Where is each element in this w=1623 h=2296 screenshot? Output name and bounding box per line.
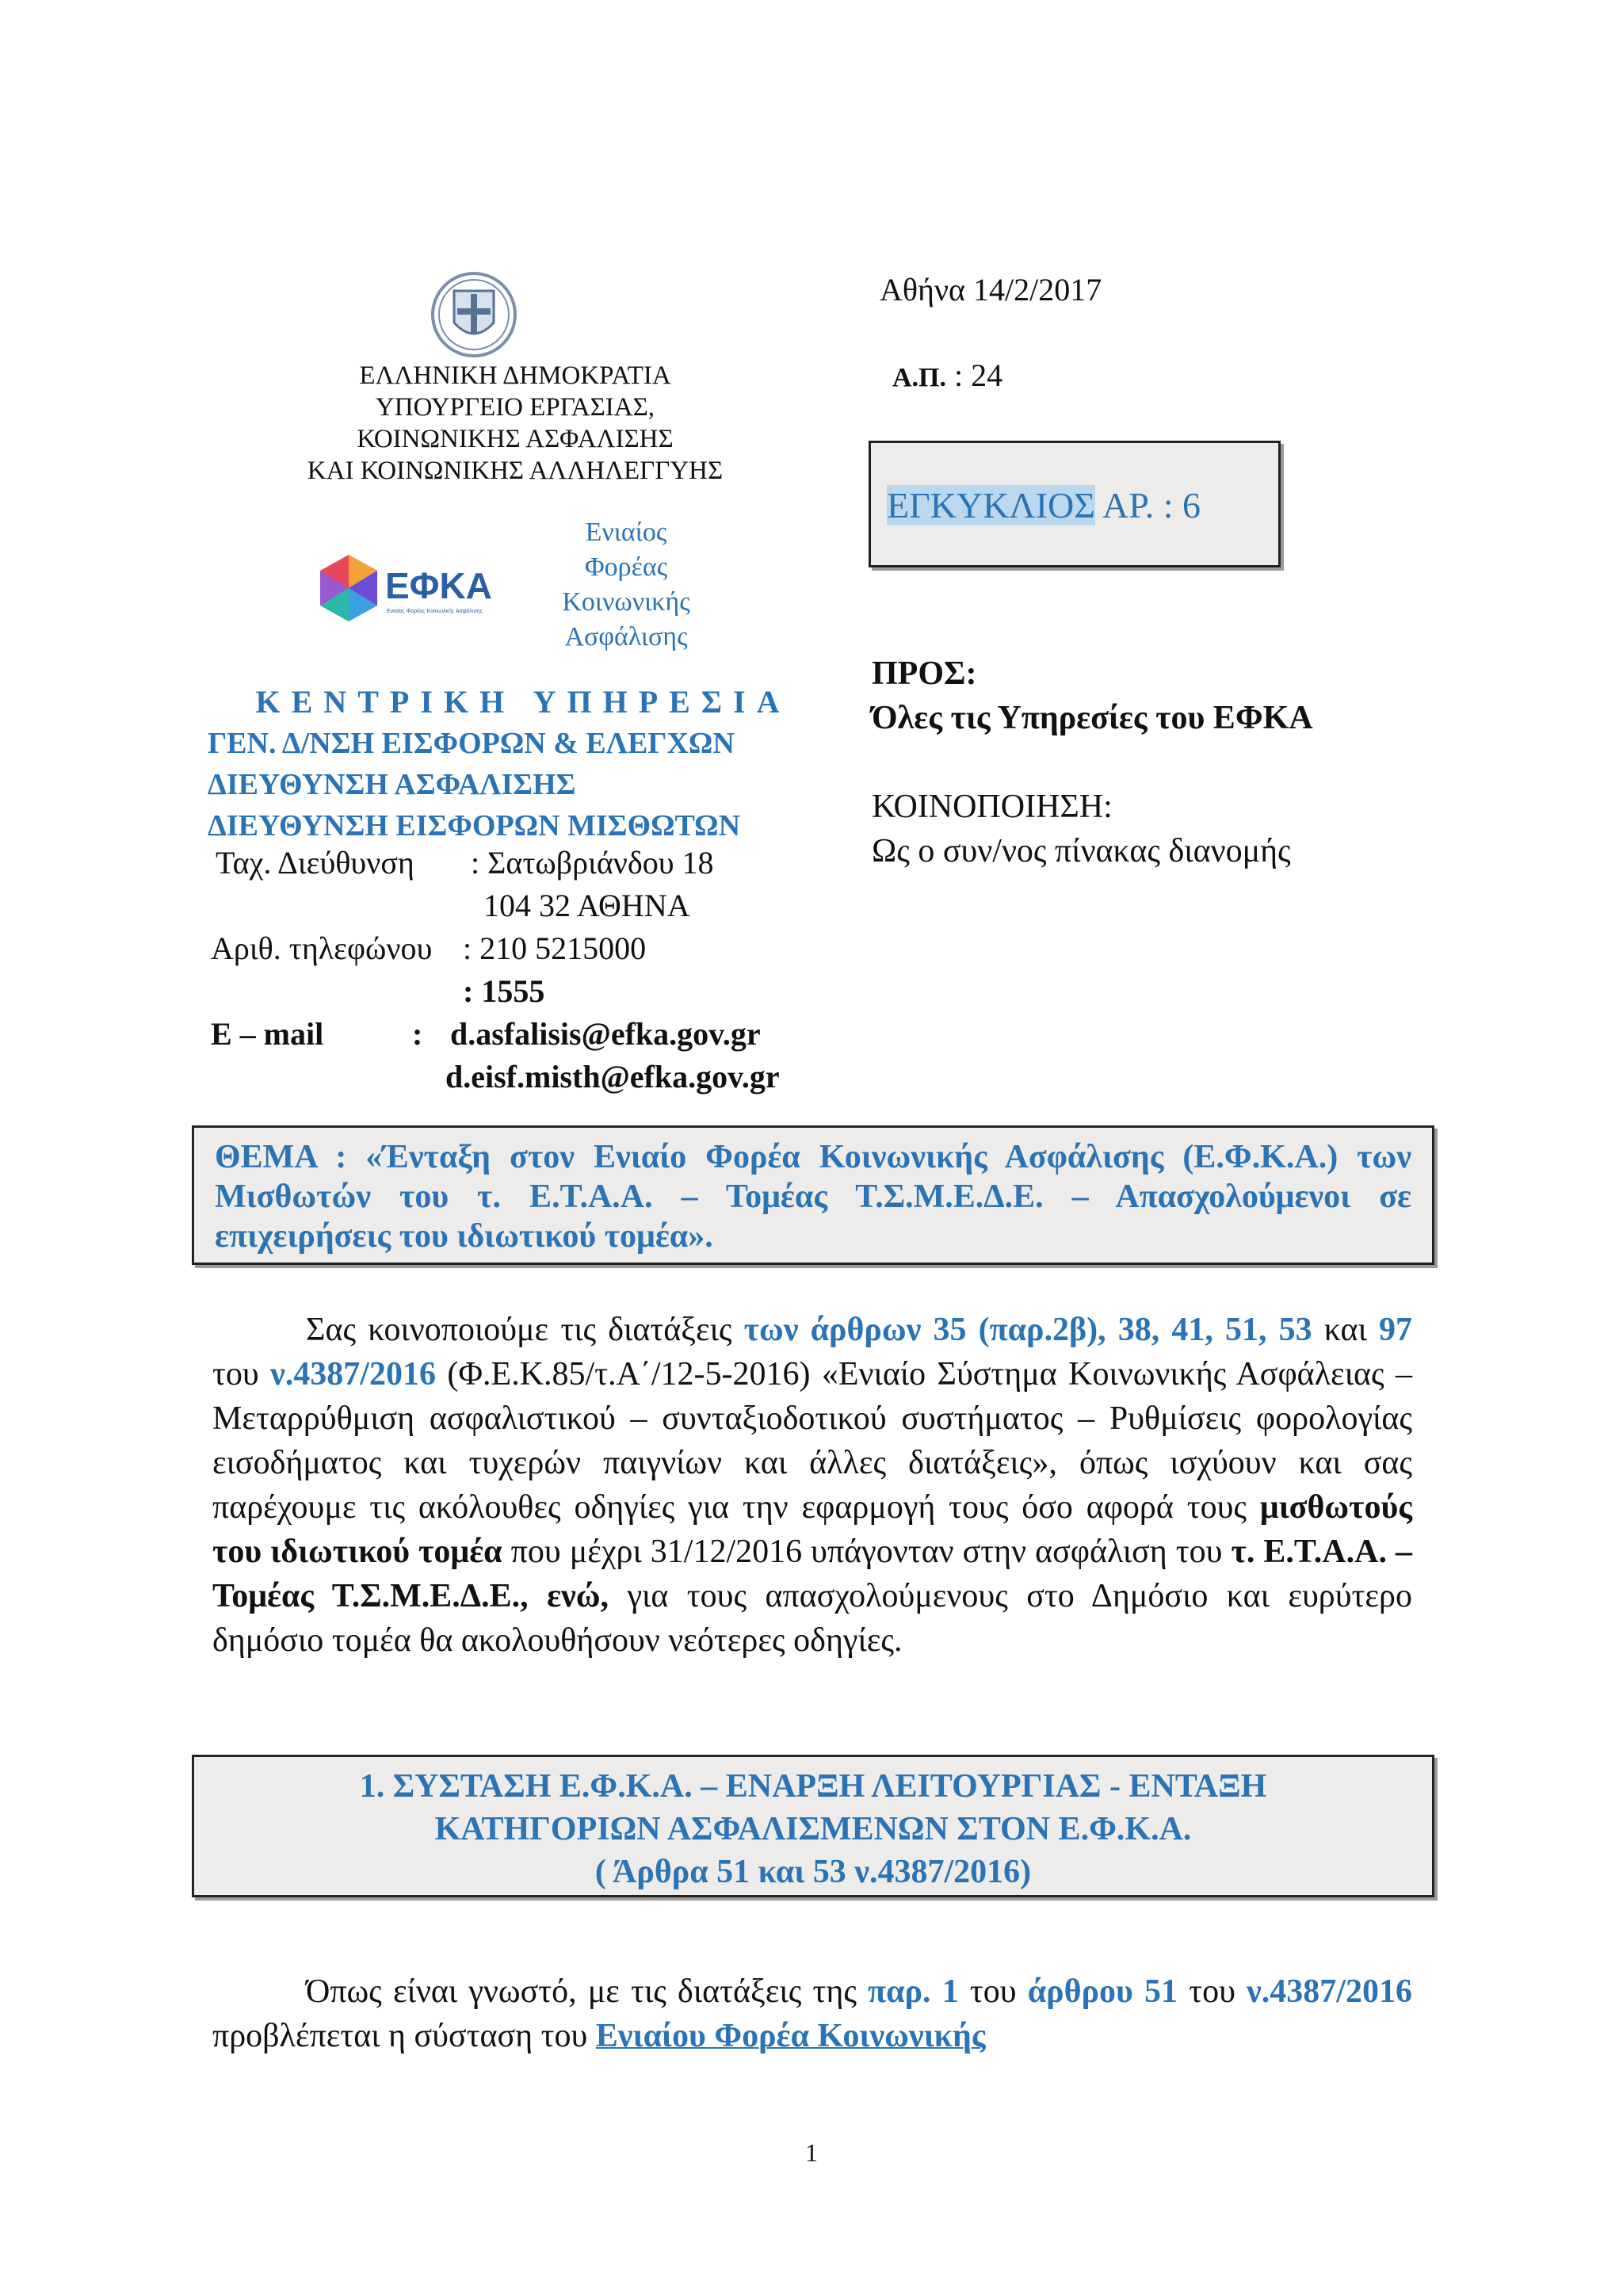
email-link-2[interactable]: d.eisf.misth@efka.gov.gr: [445, 1059, 780, 1095]
email-colon: :: [412, 1016, 423, 1052]
ministry-line: ΥΠΟΥΡΓΕΙΟ ΕΡΓΑΣΙΑΣ,: [375, 393, 655, 422]
department-line: ΔΙΕΥΘΥΝΣΗ ΑΣΦΑΛΙΣΗΣ: [208, 768, 576, 801]
text-run: που μέχρι 31/12/2016 υπάγονταν στην ασφάλιση του: [502, 1534, 1232, 1570]
efka-logo-text: ΕΦΚΑ: [385, 565, 492, 606]
articles-ref: των άρθρων 35 (παρ.2β), 38, 41, 51, 53: [743, 1312, 1312, 1348]
department-line: ΓΕΝ. Δ/ΝΣΗ ΕΙΣΦΟΡΩΝ & ΕΛΕΓΧΩΝ: [208, 727, 735, 760]
body-paragraph-1: [212, 1308, 1412, 1663]
reference-label: Α.Π.: [892, 363, 946, 392]
cc-value: Ως ο συν/νος πίνακας διανομής: [872, 833, 1291, 869]
text-run: του: [212, 1356, 271, 1392]
circular-rest: ΑΡ. : 6: [1095, 485, 1201, 525]
section-heading-line: ΚΑΤΗΓΟΡΙΩΝ ΑΣΦΑΛΙΣΜΕΝΩΝ ΣΤΟΝ Ε.Φ.Κ.Α.: [434, 1811, 1192, 1847]
body-paragraph-2: [212, 1969, 1412, 2058]
text-run: του: [958, 1973, 1028, 2010]
to-label: ΠΡΟΣ:: [872, 655, 977, 692]
text-run: προβλέπεται η σύσταση του: [212, 2018, 596, 2054]
cc-label: ΚΟΙΝΟΠΟΙΗΣΗ:: [872, 789, 1113, 825]
subject-text: ΘΕΜΑ : «Ένταξη στον Ενιαίο Φορέα Κοινωνικής Ασφάλισης (Ε.Φ.Κ.Α.) των Μισθωτών του τ. Ε.Τ.Α.Α. – Τομέας Τ.Σ.Μ.Ε.Δ.Ε. – Απασχολούμενοι σε επιχειρήσεις του ιδιωτικού τομέα».: [215, 1139, 1411, 1255]
email-label: E – mail: [211, 1016, 324, 1052]
circular-number: [887, 484, 1201, 526]
ministry-line: ΕΛΛΗΝΙΚΗ ΔΗΜΟΚΡΑΤΙΑ: [359, 361, 671, 390]
efka-name-line: Ενιαίος: [585, 518, 667, 547]
email-link-1[interactable]: d.asfalisis@efka.gov.gr: [450, 1016, 761, 1052]
efka-link[interactable]: Ενιαίου Φορέα Κοινωνικής: [595, 2018, 986, 2054]
phone-label: Αριθ. τηλεφώνου: [211, 930, 433, 966]
circular-number-box: [869, 441, 1281, 567]
section-1-heading-box: [192, 1755, 1434, 1897]
efka-hexagon-icon: [317, 553, 380, 625]
article-97-ref: 97: [1379, 1312, 1412, 1348]
phone-value: : 210 5215000: [463, 930, 647, 966]
text-run: και: [1312, 1312, 1379, 1348]
phone-ext: : 1555: [463, 973, 545, 1009]
text-run: Όπως είναι γνωστό, με τις διατάξεις της: [306, 1973, 869, 2010]
efka-logo-tagline: Ενιαίος Φορέας Κοινωνικής Ασφάλισης: [387, 609, 483, 614]
reference-value: : 24: [954, 357, 1003, 393]
department-line: ΔΙΕΥΘΥΝΣΗ ΕΙΣΦΟΡΩΝ ΜΙΣΘΩΤΩΝ: [208, 809, 741, 842]
efka-logo: [317, 547, 499, 634]
paragraph-ref: παρ. 1: [868, 1973, 959, 2010]
section-1-heading: [194, 1765, 1432, 1893]
page-number: 1: [805, 2138, 818, 2167]
section-heading-line: 1. ΣΥΣΤΑΣΗ Ε.Φ.Κ.Α. – ΕΝΑΡΞΗ ΛΕΙΤΟΥΡΓΙΑΣ - ΕΝΤΑΞΗ: [359, 1768, 1267, 1805]
subject-box: [192, 1125, 1434, 1265]
ministry-line: ΚΑΙ ΚΟΙΝΩΝΙΚΗΣ ΑΛΛΗΛΕΓΓΥΗΣ: [307, 457, 724, 485]
text-run: του: [1178, 1973, 1247, 2010]
circular-highlight: ΕΓΚΥΚΛΙΟΣ: [887, 485, 1096, 525]
document-date: Αθήνα 14/2/2017: [880, 272, 1102, 308]
section-heading-line: ( Άρθρα 51 και 53 ν.4387/2016): [594, 1854, 1032, 1890]
efka-name-line: Φορέας: [584, 552, 668, 582]
to-value: Όλες τις Υπηρεσίες του ΕΦΚΑ: [872, 700, 1313, 736]
central-service-title: ΚΕΝΤΡΙΚΗ ΥΠΗΡΕΣΙΑ: [255, 684, 791, 720]
address-line-1: : Σατωβριάνδου 18: [471, 845, 714, 881]
reference-number: [892, 357, 1002, 394]
text-run: Σας κοινοποιούμε τις διατάξεις: [306, 1312, 744, 1348]
efka-full-name: [507, 515, 745, 655]
address-label: Ταχ. Διεύθυνση: [216, 845, 414, 881]
text-run: (Φ.Ε.Κ.85/τ.Α΄/12-5-2016) «Ενιαίο Σύστημα Κοινωνικής Ασφάλειας – Μεταρρύθμιση ασφαλιστικού – συνταξιοδοτικού συστήματος – Ρυθμίσεις φορολογίας εισοδήματος και τυχερών παιγνίων και άλλες διατάξεις», όπως ισχύουν και σας παρέχουμε τις ακόλουθες οδηγίες για την εφαρμογή τους όσο αφορά τους: [212, 1356, 1412, 1526]
greek-coat-of-arms-icon: [422, 267, 525, 362]
efka-name-line: Ασφάλισης: [564, 622, 688, 651]
law-ref: ν.4387/2016: [270, 1356, 436, 1392]
article-ref: άρθρου 51: [1027, 1973, 1178, 2010]
etaa-emphasis: τ. Ε.Τ.Α.Α. – Τομέας Τ.Σ.Μ.Ε.Δ.Ε., ενώ,: [212, 1534, 1412, 1614]
private-sector-emphasis: μισθωτούς του ιδιωτικού τομέα: [212, 1489, 1412, 1570]
efka-name-line: Κοινωνικής: [562, 587, 690, 617]
law-ref: ν.4387/2016: [1247, 1973, 1412, 2010]
text-run: για τους απασχολούμενους στο Δημόσιο και ευρύτερο δημόσιο τομέα θα ακολουθήσουν νεότερες οδηγίες.: [212, 1578, 1412, 1659]
address-line-2: 104 32 ΑΘΗΝΑ: [483, 888, 690, 923]
ministry-line: ΚΟΙΝΩΝΙΚΗΣ ΑΣΦΑΛΙΣΗΣ: [357, 425, 674, 453]
